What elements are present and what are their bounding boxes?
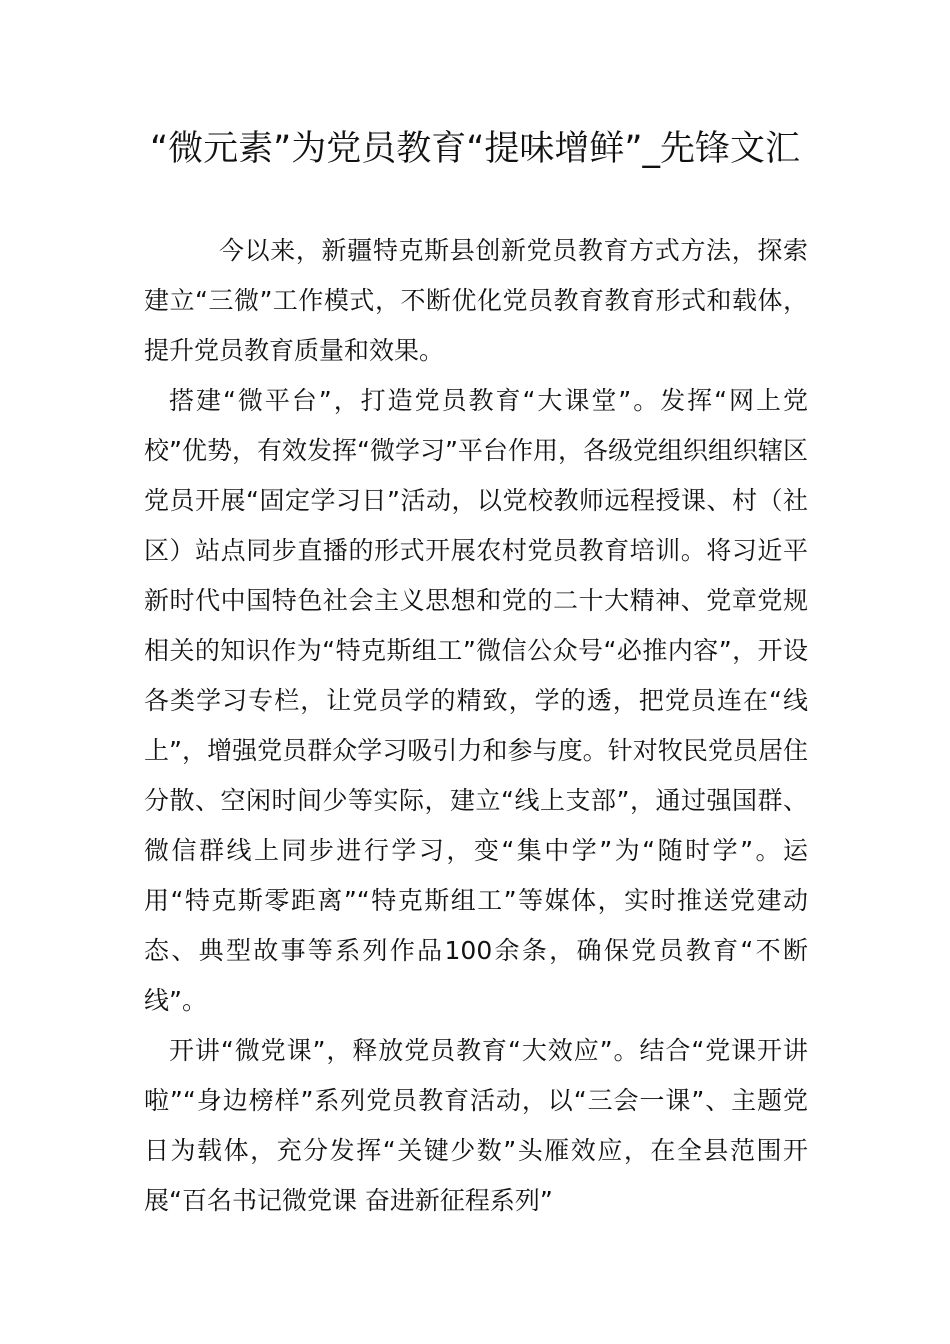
paragraph-intro: 今以来，新疆特克斯县创新党员教育方式方法，探索建立“三微”工作模式，不断优化党员教育教育形式和载体，提升党员教育质量和效果。 [144, 236, 808, 365]
paragraph-micro-lesson: 开讲“微党课”，释放党员教育“大效应”。结合“党课开讲啦”“身边榜样”系列党员教育活动，以“三会一课”、主题党日为载体，充分发挥“关键少数”头雁效应，在全县范围开展“百名书记微党课 奋进新征程系列” [144, 1036, 808, 1215]
paragraph-micro-platform: 搭建“微平台”，打造党员教育“大课堂”。发挥“网上党校”优势，有效发挥“微学习”平台作用，各级党组织组织辖区党员开展“固定学习日”活动，以党校教师远程授课、村（社区）站点同步直播的形式开展农村党员教育培训。将习近平新时代中国特色社会主义思想和党的二十大精神、党章党规相关的知识作为“特克斯组工”微信公众号“必推内容”，开设各类学习专栏，让党员学的精致，学的透，把党员连在“线上”，增强党员群众学习吸引力和参与度。针对牧民党员居住分散、空闲时间少等实际，建立“线上支部”，通过强国群、微信群线上同步进行学习，变“集中学”为“随时学”。运用“特克斯零距离”“特克斯组工”等媒体，实时推送党建动态、典型故事等系列作品100余条，确保党员教育“不断线”。 [144, 386, 808, 1015]
document-body [144, 226, 808, 1226]
document-title: “微元素”为党员教育“提味增鲜”_先锋文汇 [149, 129, 801, 169]
